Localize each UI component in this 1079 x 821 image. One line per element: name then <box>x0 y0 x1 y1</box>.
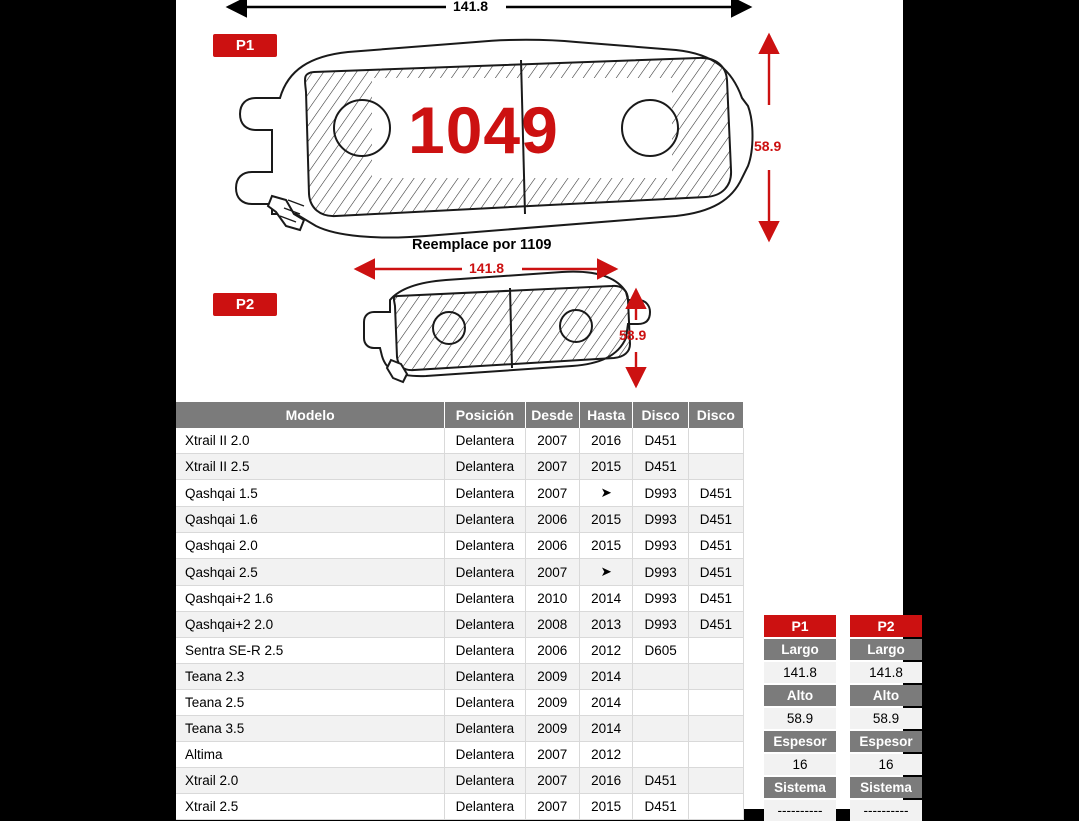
cell-posicion: Delantera <box>445 768 525 794</box>
application-table <box>176 402 744 820</box>
cell-desde: 2006 <box>525 507 579 533</box>
cell-hasta: 2014 <box>579 664 633 690</box>
cell-disco-1 <box>633 716 688 742</box>
cell-posicion: Delantera <box>445 794 525 820</box>
cell-hasta: 2014 <box>579 586 633 612</box>
header-posicion: Posición <box>445 402 525 428</box>
spec-box-p2 <box>850 615 922 821</box>
cell-disco-1: D451 <box>633 454 688 480</box>
cell-hasta: 2015 <box>579 507 633 533</box>
cell-disco-1: D605 <box>633 638 688 664</box>
cell-disco-1: D451 <box>633 794 688 820</box>
cell-modelo: Teana 3.5 <box>176 716 445 742</box>
cell-hasta: 2016 <box>579 428 633 454</box>
cell-hasta: 2014 <box>579 690 633 716</box>
cell-desde: 2009 <box>525 716 579 742</box>
cell-disco-2 <box>688 454 743 480</box>
cell-desde: 2007 <box>525 480 579 507</box>
badge-p2: P2 <box>213 293 277 316</box>
cell-disco-2 <box>688 664 743 690</box>
table-row <box>176 664 744 690</box>
cell-modelo: Teana 2.5 <box>176 690 445 716</box>
cell-posicion: Delantera <box>445 716 525 742</box>
table-row <box>176 428 744 454</box>
cell-modelo: Qashqai 1.5 <box>176 480 445 507</box>
cell-disco-2 <box>688 794 743 820</box>
table-row <box>176 768 744 794</box>
cell-desde: 2007 <box>525 559 579 586</box>
cell-modelo: Xtrail II 2.5 <box>176 454 445 480</box>
spec-alto-label: Alto <box>764 685 836 706</box>
spec-sistema-value: ---------- <box>850 800 922 821</box>
p2-height-label: 58.9 <box>619 327 647 343</box>
spec-sistema-label: Sistema <box>764 777 836 798</box>
cell-modelo: Sentra SE-R 2.5 <box>176 638 445 664</box>
cell-disco-2: D451 <box>688 586 743 612</box>
table-row <box>176 612 744 638</box>
cell-posicion: Delantera <box>445 664 525 690</box>
badge-p1: P1 <box>213 34 277 57</box>
cell-modelo: Teana 2.3 <box>176 664 445 690</box>
cell-disco-1: D993 <box>633 559 688 586</box>
header-hasta: Hasta <box>579 402 633 428</box>
table-row <box>176 638 744 664</box>
p1-width-label: 141.8 <box>453 0 489 14</box>
cell-disco-2 <box>688 742 743 768</box>
spec-largo-value: 141.8 <box>764 662 836 683</box>
cell-desde: 2008 <box>525 612 579 638</box>
cell-desde: 2009 <box>525 690 579 716</box>
table-row <box>176 690 744 716</box>
cell-posicion: Delantera <box>445 612 525 638</box>
cell-modelo: Qashqai 2.0 <box>176 533 445 559</box>
cell-desde: 2007 <box>525 454 579 480</box>
cell-disco-2 <box>688 768 743 794</box>
header-desde: Desde <box>525 402 579 428</box>
cell-modelo: Qashqai+2 1.6 <box>176 586 445 612</box>
cell-modelo: Xtrail 2.0 <box>176 768 445 794</box>
cell-disco-2: D451 <box>688 533 743 559</box>
cell-disco-1: D993 <box>633 586 688 612</box>
spec-espesor-label: Espesor <box>764 731 836 752</box>
spec-sistema-value: ---------- <box>764 800 836 821</box>
cell-posicion: Delantera <box>445 690 525 716</box>
cell-hasta: ➤ <box>579 559 633 586</box>
table-row <box>176 507 744 533</box>
header-disco-2: Disco <box>688 402 743 428</box>
cell-desde: 2006 <box>525 638 579 664</box>
spec-alto-label: Alto <box>850 685 922 706</box>
cell-modelo: Qashqai 2.5 <box>176 559 445 586</box>
cell-posicion: Delantera <box>445 428 525 454</box>
cell-posicion: Delantera <box>445 559 525 586</box>
brake-pad-diagram <box>176 0 903 402</box>
cell-disco-1: D451 <box>633 428 688 454</box>
table-row <box>176 586 744 612</box>
cell-desde: 2009 <box>525 664 579 690</box>
p2-width-label: 141.8 <box>469 260 505 276</box>
cell-disco-2 <box>688 428 743 454</box>
p1-height-label: 58.9 <box>754 138 782 154</box>
cell-posicion: Delantera <box>445 454 525 480</box>
spec-largo-value: 141.8 <box>850 662 922 683</box>
spec-boxes <box>764 615 922 821</box>
spec-largo-label: Largo <box>764 639 836 660</box>
cell-disco-1: D451 <box>633 768 688 794</box>
cell-posicion: Delantera <box>445 480 525 507</box>
table-row <box>176 742 744 768</box>
cell-disco-2 <box>688 638 743 664</box>
cell-hasta: 2013 <box>579 612 633 638</box>
table-row <box>176 454 744 480</box>
replacement-note: Reemplace por 1109 <box>412 237 552 253</box>
spec-box-p1 <box>764 615 836 821</box>
cell-desde: 2010 <box>525 586 579 612</box>
table-row <box>176 559 744 586</box>
cell-posicion: Delantera <box>445 586 525 612</box>
cell-hasta: ➤ <box>579 480 633 507</box>
table-row <box>176 533 744 559</box>
spec-alto-value: 58.9 <box>850 708 922 729</box>
cell-disco-2: D451 <box>688 612 743 638</box>
cell-disco-1: D993 <box>633 507 688 533</box>
cell-desde: 2006 <box>525 533 579 559</box>
spec-espesor-value: 16 <box>764 754 836 775</box>
cell-desde: 2007 <box>525 742 579 768</box>
table-header-row <box>176 402 744 428</box>
cell-disco-1 <box>633 664 688 690</box>
cell-disco-2 <box>688 716 743 742</box>
cell-modelo: Qashqai+2 2.0 <box>176 612 445 638</box>
cell-posicion: Delantera <box>445 507 525 533</box>
spec-sistema-label: Sistema <box>850 777 922 798</box>
cell-disco-1: D993 <box>633 612 688 638</box>
cell-hasta: 2012 <box>579 638 633 664</box>
cell-disco-2: D451 <box>688 507 743 533</box>
cell-desde: 2007 <box>525 768 579 794</box>
catalog-page <box>176 0 913 818</box>
cell-disco-1: D993 <box>633 480 688 507</box>
cell-disco-2: D451 <box>688 559 743 586</box>
cell-hasta: 2015 <box>579 533 633 559</box>
cell-hasta: 2012 <box>579 742 633 768</box>
cell-disco-1 <box>633 690 688 716</box>
cell-hasta: 2016 <box>579 768 633 794</box>
cell-hasta: 2015 <box>579 454 633 480</box>
table-row <box>176 716 744 742</box>
cell-posicion: Delantera <box>445 533 525 559</box>
cell-desde: 2007 <box>525 794 579 820</box>
spec-title: P1 <box>764 615 836 637</box>
cell-hasta: 2014 <box>579 716 633 742</box>
header-modelo: Modelo <box>176 402 445 428</box>
cell-modelo: Altima <box>176 742 445 768</box>
table-row <box>176 794 744 820</box>
cell-disco-2: D451 <box>688 480 743 507</box>
header-disco-1: Disco <box>633 402 688 428</box>
cell-modelo: Qashqai 1.6 <box>176 507 445 533</box>
cell-disco-1 <box>633 742 688 768</box>
cell-disco-2 <box>688 690 743 716</box>
cell-posicion: Delantera <box>445 638 525 664</box>
spec-largo-label: Largo <box>850 639 922 660</box>
cell-disco-1: D993 <box>633 533 688 559</box>
cell-modelo: Xtrail II 2.0 <box>176 428 445 454</box>
spec-espesor-value: 16 <box>850 754 922 775</box>
spec-alto-value: 58.9 <box>764 708 836 729</box>
cell-modelo: Xtrail 2.5 <box>176 794 445 820</box>
spec-title: P2 <box>850 615 922 637</box>
cell-desde: 2007 <box>525 428 579 454</box>
table-row <box>176 480 744 507</box>
spec-espesor-label: Espesor <box>850 731 922 752</box>
cell-posicion: Delantera <box>445 742 525 768</box>
part-number: 1049 <box>408 93 559 167</box>
dimension-arrows <box>176 0 903 402</box>
cell-hasta: 2015 <box>579 794 633 820</box>
